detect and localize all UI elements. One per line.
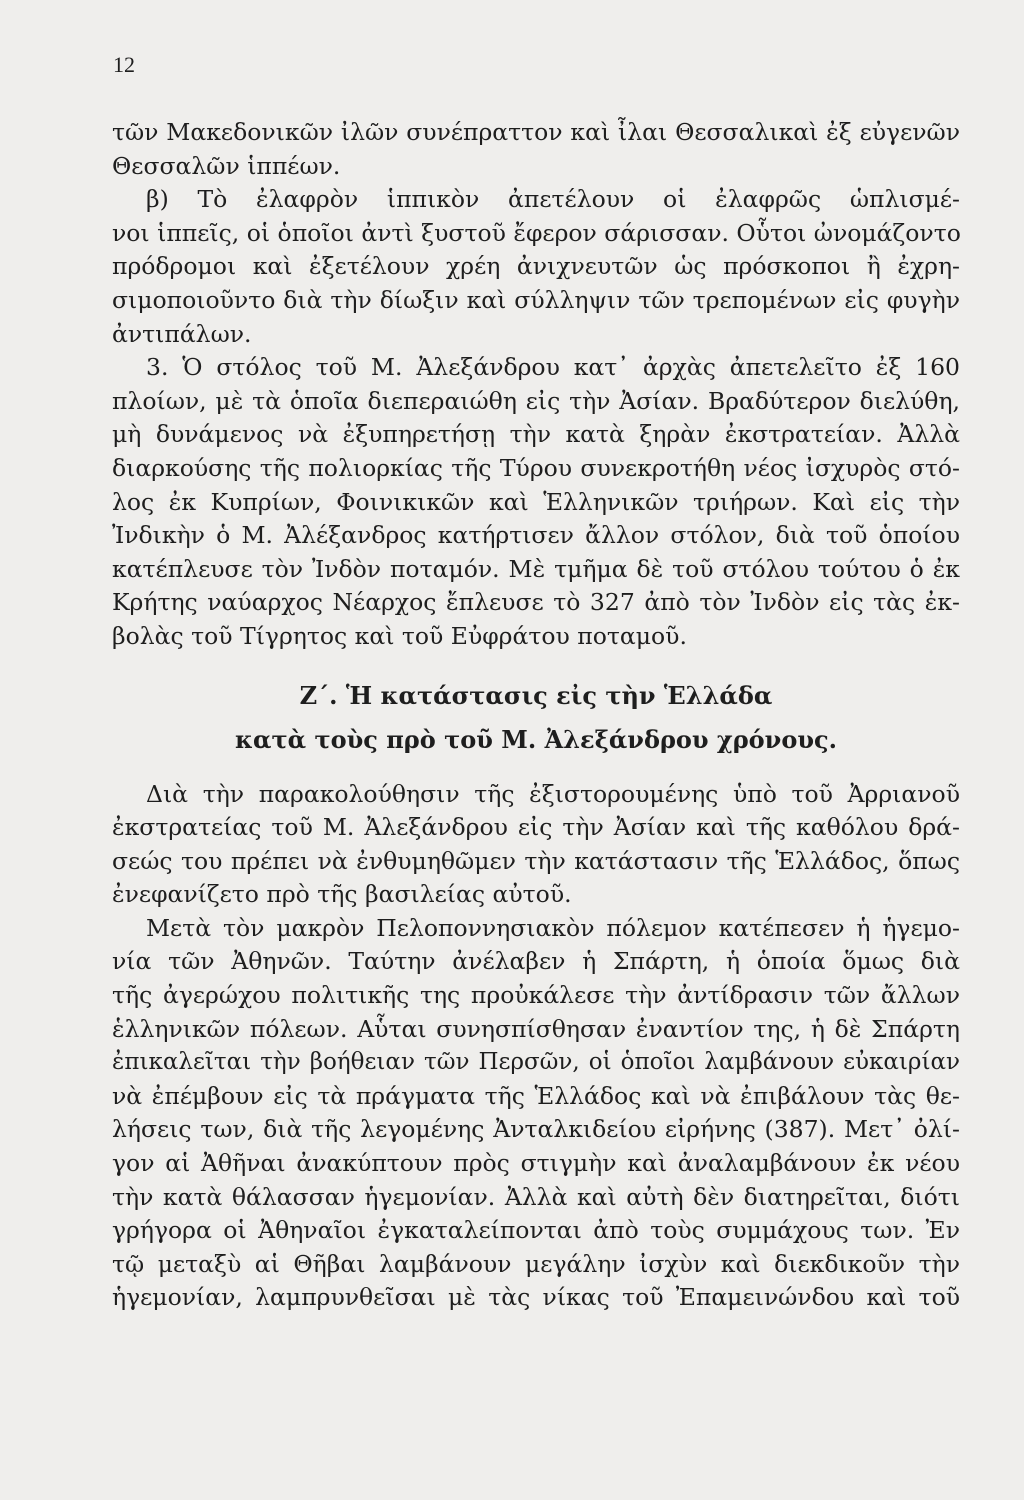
text-line: Διὰ τὴν παρακολούθησιν τῆς ἐξιστορουμένης ὑπὸ τοῦ Ἀρριανοῦ bbox=[146, 779, 960, 808]
text-line: λήσεις των, διὰ τῆς λεγομένης Ἀνταλκιδείου εἰρήνης (387). Μετ᾿ ὀλί- bbox=[112, 1115, 960, 1144]
text-line: γον αἱ Ἀθῆναι ἀνακύπτουν πρὸς στιγμὴν καὶ ἀναλαμβάνουν ἐκ νέου bbox=[112, 1149, 960, 1178]
text-line: σιμοποιοῦντο διὰ τὴν δίωξιν καὶ σύλληψιν τῶν τρεπομένων εἰς φυγὴν bbox=[112, 285, 960, 314]
text-line: 3. Ὁ στόλος τοῦ Μ. Ἀλεξάνδρου κατ᾿ ἀρχὰς ἀπετελεῖτο ἐξ 160 bbox=[146, 353, 960, 382]
text-line: λος ἐκ Κυπρίων, Φοινικικῶν καὶ Ἑλληνικῶν τριήρων. Καὶ εἰς τὴν bbox=[112, 487, 960, 516]
text-line: ἐνεφανίζετο πρὸ τῆς βασιλείας αὐτοῦ. bbox=[112, 880, 572, 909]
text-line: ἑλληνικῶν πόλεων. Αὗται συνησπίσθησαν ἐναντίον της, ἡ δὲ Σπάρτη bbox=[112, 1014, 960, 1043]
page-number: 12 bbox=[113, 52, 135, 77]
text-line: πλοίων, μὲ τὰ ὁποῖα διεπεραιώθη εἰς τὴν Ἀσίαν. Βραδύτερον διελύθη, bbox=[112, 386, 960, 415]
text-line: Μετὰ τὸν μακρὸν Πελοποννησιακὸν πόλεμον κατέπεσεν ἡ ἡγεμο- bbox=[146, 913, 960, 942]
text-line: ἡγεμονίαν, λαμπρυνθεῖσαι μὲ τὰς νίκας τοῦ Ἐπαμεινώνδου καὶ τοῦ bbox=[112, 1283, 960, 1312]
text-line: ἐπικαλεῖται τὴν βοήθειαν τῶν Περσῶν, οἱ ὁποῖοι λαμβάνουν εὐκαιρίαν bbox=[112, 1049, 960, 1076]
text-line: βολὰς τοῦ Τίγρητος καὶ τοῦ Εὐφράτου ποταμοῦ. bbox=[112, 621, 687, 650]
section-heading-subtitle: κατὰ τοὺς πρὸ τοῦ Μ. Ἀλεξάνδρου χρόνους. bbox=[235, 724, 837, 754]
text-line: ἀντιπάλων. bbox=[112, 319, 252, 348]
text-line: τῆς ἀγερώχου πολιτικῆς της προὐκάλεσε τὴν ἀντίδρασιν τῶν ἄλλων bbox=[112, 981, 960, 1010]
text-line: νοι ἱππεῖς, οἱ ὁποῖοι ἀντὶ ξυστοῦ ἔφερον σάρισσαν. Οὗτοι ὠνομάζοντο bbox=[112, 218, 961, 247]
text-line: Ἰνδικὴν ὁ Μ. Ἀλέξανδρος κατήρτισεν ἄλλον στόλον, διὰ τοῦ ὁποίου bbox=[112, 521, 960, 550]
text-line: σεώς του πρέπει νὰ ἐνθυμηθῶμεν τὴν κατάστασιν τῆς Ἑλλάδος, ὅπως bbox=[112, 846, 960, 875]
text-line: ἐκστρατείας τοῦ Μ. Ἀλεξάνδρου εἰς τὴν Ἀσίαν καὶ τῆς καθόλου δρά- bbox=[112, 813, 960, 842]
text-line: μὴ δυνάμενος νὰ ἐξυπηρετήσῃ τὴν κατὰ ξηρὰν ἐκστρατείαν. Ἀλλὰ bbox=[112, 420, 960, 449]
text-line: τῶν Μακεδονικῶν ἰλῶν συνέπραττον καὶ ἶλαι Θεσσαλικαὶ ἐξ εὐγενῶν bbox=[112, 118, 960, 146]
section-cavalry-and-fleet bbox=[112, 116, 960, 654]
section-greece-situation bbox=[112, 778, 960, 1316]
text-line: Θεσσαλῶν ἱππέων. bbox=[112, 151, 341, 180]
section-heading-title: Ζ΄. Ἡ κατάστασις εἰς τὴν Ἑλλάδα bbox=[299, 680, 773, 710]
text-line: γρήγορα οἱ Ἀθηναῖοι ἐγκαταλείπονται ἀπὸ τοὺς συμμάχους των. Ἐν bbox=[112, 1216, 960, 1245]
text-line: Κρήτης ναύαρχος Νέαρχος ἔπλευσε τὸ 327 ἀπὸ τὸν Ἰνδὸν εἰς τὰς ἐκ- bbox=[112, 588, 960, 617]
text-line: νία τῶν Ἀθηνῶν. Ταύτην ἀνέλαβεν ἡ Σπάρτη, ἡ ὁποία ὅμως διὰ bbox=[112, 947, 960, 976]
text-line: νὰ ἐπέμβουν εἰς τὰ πράγματα τῆς Ἑλλάδος καὶ νὰ ἐπιβάλουν τὰς θε- bbox=[112, 1081, 960, 1110]
text-line: β) Τὸ ἐλαφρὸν ἱππικὸν ἀπετέλουν οἱ ἐλαφρῶς ὡπλισμέ- bbox=[146, 185, 960, 214]
text-line: πρόδρομοι καὶ ἐξετέλουν χρέη ἀνιχνευτῶν ὡς πρόσκοποι ἢ ἐχρη- bbox=[112, 252, 960, 281]
text-line: διαρκούσης τῆς πολιορκίας τῆς Τύρου συνεκροτήθη νέος ἰσχυρὸς στό- bbox=[112, 453, 960, 482]
text-line: τῷ μεταξὺ αἱ Θῆβαι λαμβάνουν μεγάλην ἰσχὺν καὶ διεκδικοῦν τὴν bbox=[112, 1249, 960, 1278]
page-body bbox=[112, 116, 960, 1315]
text-line: τὴν κατὰ θάλασσαν ἡγεμονίαν. Ἀλλὰ καὶ αὐτὴ δὲν διατηρεῖται, διότι bbox=[112, 1182, 960, 1211]
text-line: κατέπλευσε τὸν Ἰνδὸν ποταμόν. Μὲ τμῆμα δὲ τοῦ στόλου τούτου ὁ ἐκ bbox=[112, 554, 960, 583]
